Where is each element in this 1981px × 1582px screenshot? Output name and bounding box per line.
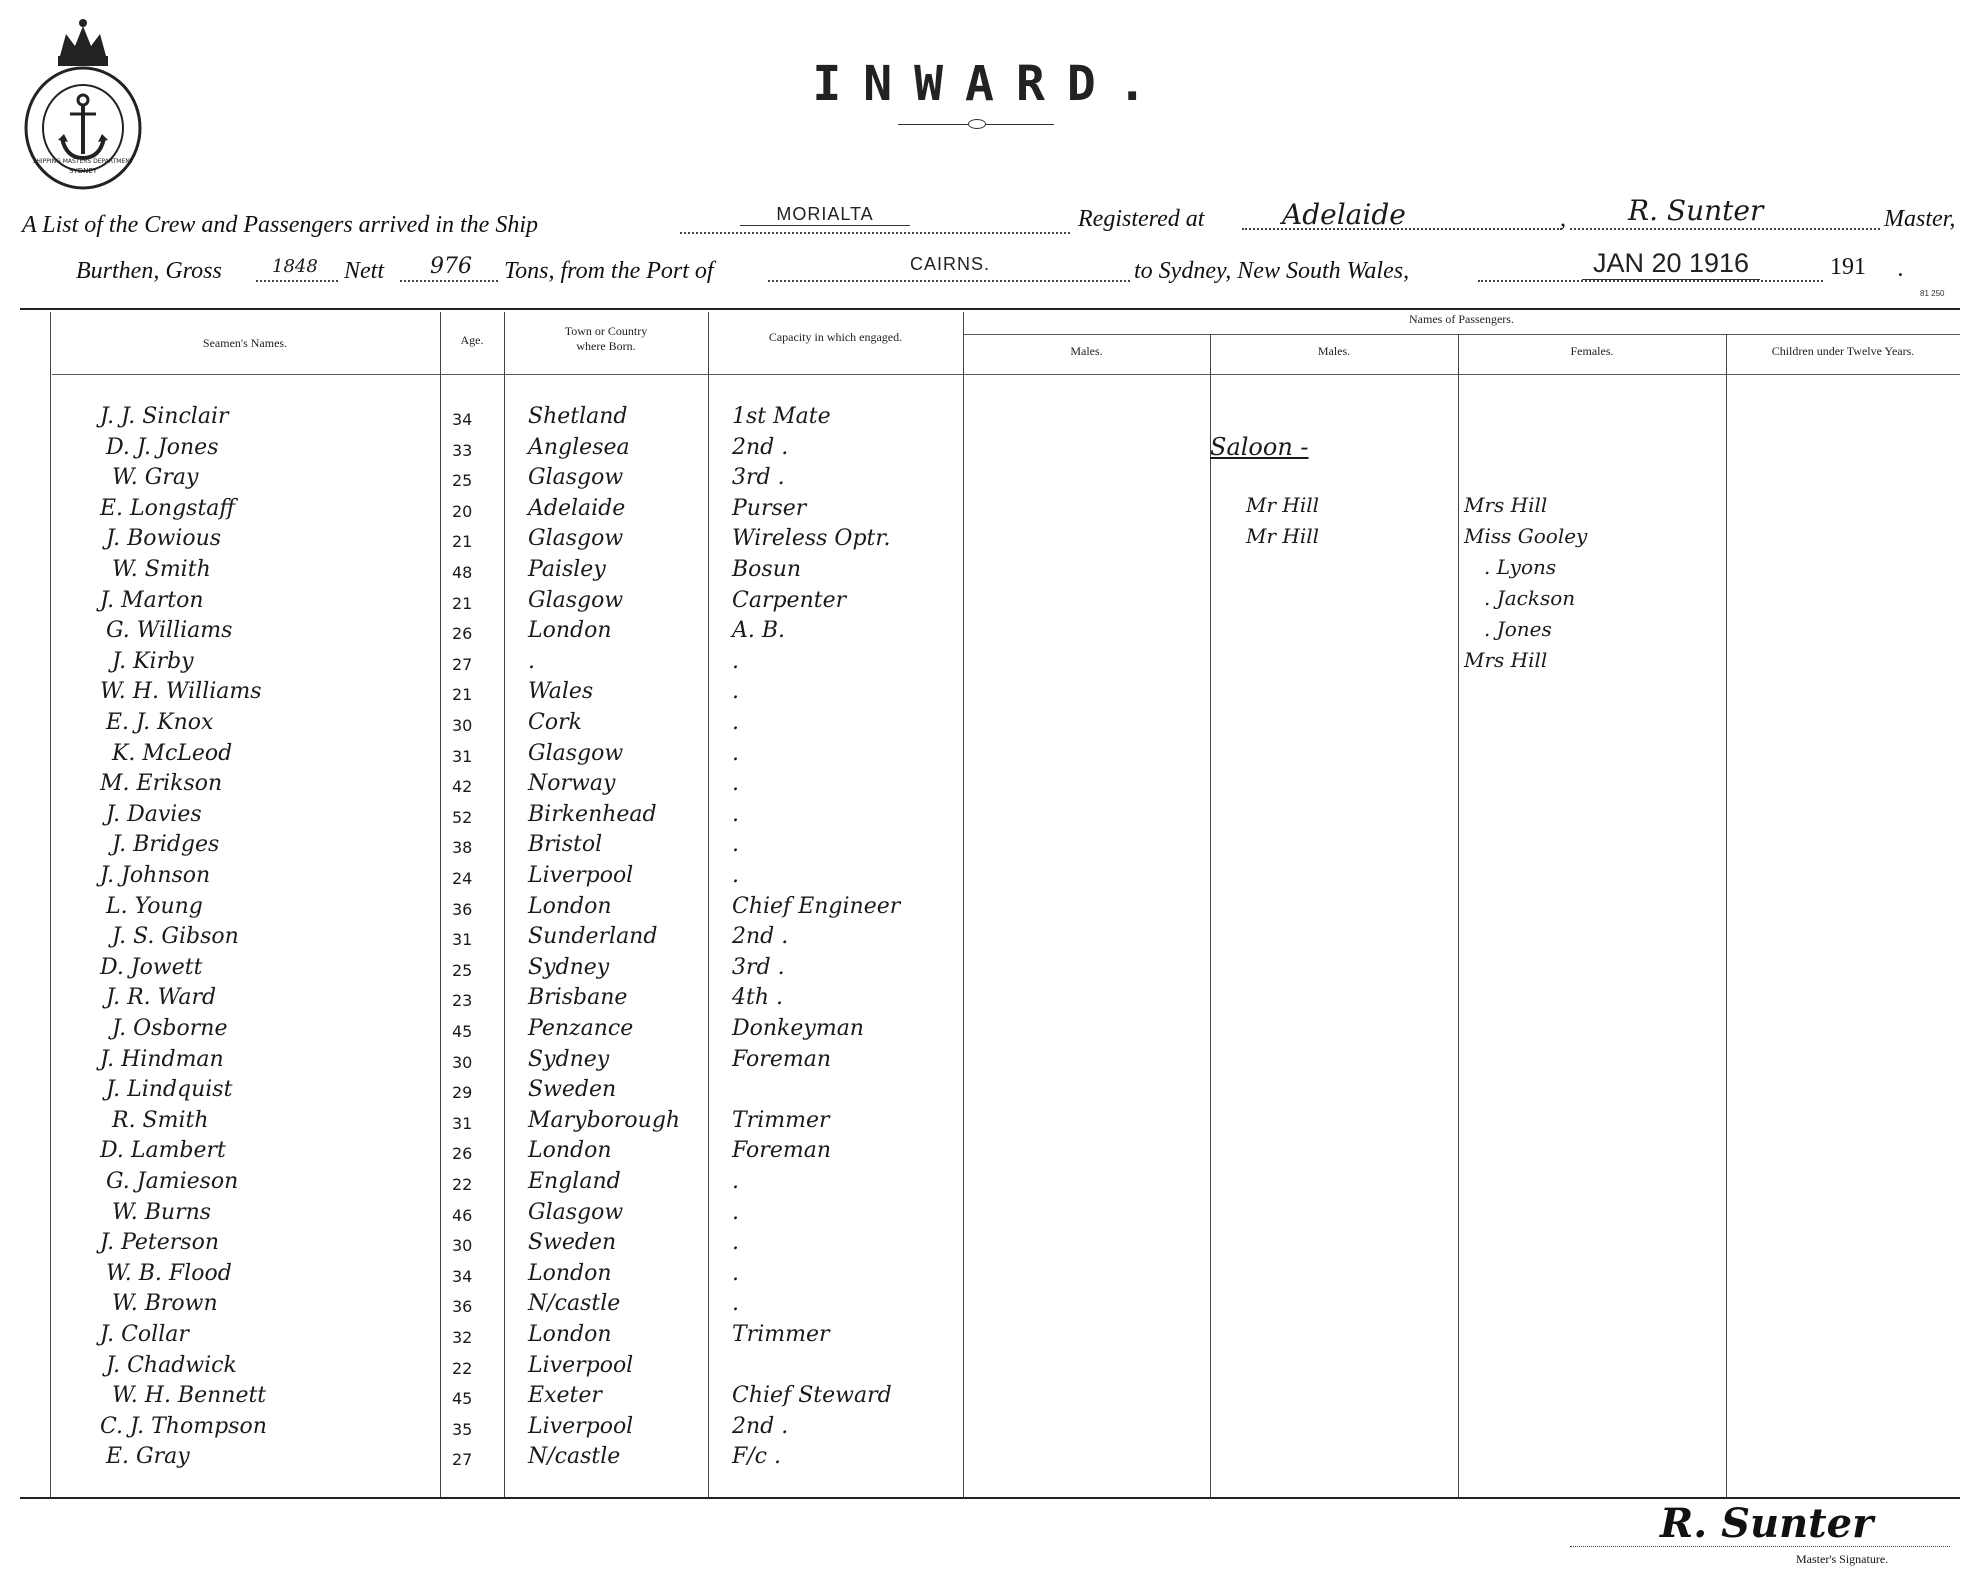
crew-age: 30 (452, 716, 473, 735)
port-of-departure: CAIRNS. (909, 254, 990, 274)
table-top-rule (20, 308, 1960, 310)
col-divider (440, 312, 441, 1497)
col-header-names: Seamen's Names. (202, 336, 288, 350)
crew-name: L. Young (106, 893, 203, 919)
crew-birthplace: Liverpool (528, 1352, 634, 1378)
crew-capacity: 1st Mate (732, 404, 831, 429)
crew-name: W. B. Flood (106, 1260, 232, 1286)
col-header-passengers: Names of Passengers. (1409, 312, 1514, 326)
col-divider (1458, 334, 1459, 1497)
crew-name: J. S. Gibson (112, 924, 239, 950)
crew-capacity: . (732, 863, 739, 888)
arrival-date-stamp: JAN 20 1916 (1582, 248, 1760, 280)
crew-birthplace: Exeter (528, 1383, 602, 1409)
crew-age: 31 (452, 1113, 473, 1133)
col-header-females: Females. (1570, 344, 1614, 358)
year-suffix: 191 (1830, 254, 1866, 280)
crew-capacity: 2nd . (732, 434, 789, 460)
master-fill-line (1570, 228, 1880, 230)
crew-birthplace: Penzance (528, 1016, 634, 1041)
passenger-class-label: Saloon - (1210, 433, 1309, 461)
crew-name: J. Marton (100, 587, 204, 613)
col-header-age: Age. (460, 333, 484, 347)
passenger-female-name: . Jackson (1484, 586, 1576, 610)
col-header-born-1: Town or Country (564, 324, 648, 338)
crew-birthplace: . (528, 648, 535, 674)
crew-birthplace: Norway (528, 771, 616, 797)
port-fill-line (768, 280, 1130, 282)
crew-name: J. Davies (106, 801, 202, 827)
col-divider (708, 312, 709, 1497)
table-bottom-rule (20, 1497, 1960, 1499)
master-label: Master, (1884, 206, 1956, 232)
crew-name: E. J. Knox (106, 710, 214, 735)
crew-name: J. R. Ward (106, 985, 217, 1011)
col-header-males-1: Males. (1070, 344, 1103, 358)
crew-capacity: Trimmer (732, 1322, 830, 1347)
crew-birthplace: N/castle (528, 1444, 621, 1470)
seal-bottom-text: SYDNEY (68, 167, 98, 175)
crew-birthplace: Anglesea (528, 434, 630, 460)
col-divider (963, 312, 964, 1497)
crew-birthplace: Shetland (528, 404, 628, 429)
burthen-label: Burthen, Gross (76, 258, 222, 284)
crew-name: D. J. Jones (106, 434, 219, 460)
crew-name: J. Johnson (100, 863, 211, 888)
ship-name: MORIALTA (740, 204, 910, 226)
crew-birthplace: London (528, 893, 612, 919)
crew-name: R. Smith (112, 1107, 209, 1133)
crew-birthplace: N/castle (528, 1291, 621, 1317)
gross-fill-line (256, 280, 338, 282)
crew-capacity: . (732, 771, 739, 797)
master-signature: R. Sunter (1660, 1500, 1874, 1547)
crew-capacity: 2nd . (732, 1413, 789, 1439)
crew-name: W. H. Bennett (112, 1383, 267, 1409)
crew-name: J. Bowious (106, 526, 222, 552)
passenger-male-name: Mr Hill (1246, 493, 1320, 517)
crew-name: D. Lambert (100, 1138, 226, 1164)
crew-birthplace: Wales (528, 679, 594, 705)
crew-birthplace: Glasgow (528, 465, 624, 491)
crew-age: 48 (452, 563, 473, 582)
crew-name: G. Williams (106, 618, 233, 644)
crew-capacity: Foreman (732, 1046, 831, 1072)
crew-birthplace: London (528, 1260, 612, 1286)
crew-age: 36 (452, 899, 473, 919)
crew-age: 27 (452, 1450, 473, 1470)
crew-birthplace: Liverpool (528, 1413, 634, 1439)
crew-capacity: . (732, 648, 739, 674)
crew-birthplace: Maryborough (528, 1107, 681, 1133)
passenger-female-name: Mrs Hill (1464, 648, 1548, 672)
registered-at: Adelaide (1282, 198, 1406, 231)
crew-name: K. McLeod (112, 740, 233, 766)
crew-birthplace: Bristol (528, 832, 603, 858)
crew-name: J. Osborne (112, 1016, 228, 1041)
nett-fill-line (400, 280, 498, 282)
period-mark: . (1898, 256, 1904, 282)
crew-capacity: . (732, 740, 739, 766)
crew-age: 52 (452, 807, 473, 827)
crew-age: 30 (452, 1052, 473, 1072)
ship-name-fill-line (680, 232, 1070, 234)
crew-age: 21 (452, 532, 473, 552)
passenger-female-name: Miss Gooley (1464, 524, 1588, 548)
crew-name: J. Lindquist (106, 1077, 233, 1103)
crew-age: 45 (452, 1022, 473, 1041)
crew-age: 32 (452, 1328, 473, 1347)
seal-ring-text: SHIPPING MASTERS DEPARTMENT (32, 158, 134, 165)
nett-label: Nett (344, 258, 384, 284)
passenger-female-name: Mrs Hill (1464, 493, 1548, 517)
crew-capacity: . (732, 1230, 739, 1256)
crew-age: 30 (452, 1236, 473, 1256)
crew-capacity: 3rd . (732, 954, 785, 980)
crew-capacity: Chief Engineer (732, 893, 901, 919)
crew-age: 34 (452, 410, 473, 429)
crew-name: C. J. Thompson (100, 1413, 267, 1439)
table-header-rule (52, 374, 1960, 375)
crew-birthplace: Sweden (528, 1230, 617, 1256)
crew-capacity: Bosun (732, 557, 802, 582)
passenger-female-name: . Lyons (1484, 555, 1557, 579)
crew-birthplace: London (528, 1322, 612, 1347)
crew-capacity: F/c . (732, 1444, 781, 1470)
crew-age: 35 (452, 1419, 473, 1439)
crew-age: 31 (452, 746, 473, 766)
crew-birthplace: Liverpool (528, 863, 634, 888)
crew-age: 21 (452, 685, 473, 705)
master-name: R. Sunter (1628, 194, 1764, 227)
crew-name: W. H. Williams (100, 679, 262, 705)
form-code: 81 250 (1920, 289, 1945, 298)
crew-name: J. Hindman (100, 1046, 224, 1072)
passenger-female-name: . Jones (1484, 617, 1552, 641)
crew-name: E. Longstaff (100, 495, 235, 521)
crew-name: W. Smith (112, 557, 211, 582)
crew-capacity: . (732, 710, 739, 735)
crew-capacity: Donkeyman (732, 1016, 864, 1041)
crew-age: 25 (452, 960, 473, 980)
crew-name: J. Chadwick (106, 1352, 237, 1378)
crew-birthplace: Birkenhead (528, 801, 657, 827)
crew-capacity: . (732, 832, 739, 858)
crew-birthplace: Cork (528, 710, 582, 735)
col-divider (504, 312, 505, 1497)
signature-label: Master's Signature. (1796, 1552, 1889, 1566)
crew-name: J. Collar (100, 1322, 189, 1347)
col-header-born-2: where Born. (576, 339, 636, 353)
crew-age: 27 (452, 654, 473, 674)
crew-name: J. Bridges (112, 832, 220, 858)
crew-age: 25 (452, 471, 473, 491)
crew-birthplace: Glasgow (528, 526, 624, 552)
crew-capacity: . (732, 1291, 739, 1317)
crew-age: 22 (452, 1358, 473, 1378)
col-header-males-2: Males. (1317, 344, 1351, 358)
crew-age: 34 (452, 1266, 473, 1286)
gross-tonnage: 1848 (272, 256, 318, 277)
crew-birthplace: Glasgow (528, 1199, 624, 1225)
col-header-children: Children under Twelve Years. (1771, 344, 1915, 358)
crew-birthplace: England (528, 1169, 621, 1194)
crew-age: 46 (452, 1205, 473, 1225)
crew-capacity: Chief Steward (732, 1383, 892, 1409)
crew-age: 29 (452, 1083, 473, 1103)
crew-capacity: A. B. (732, 618, 786, 644)
crew-age: 21 (452, 593, 473, 613)
comma-1: , (1560, 206, 1566, 232)
crew-name: D. Jowett (100, 954, 203, 980)
page-title: INWARD. (812, 56, 1169, 112)
title-ornament (968, 119, 986, 129)
crew-capacity: 2nd . (732, 924, 789, 950)
crew-capacity: . (732, 1199, 739, 1225)
crew-age: 36 (452, 1297, 473, 1317)
crew-name: M. Erikson (100, 771, 223, 797)
crew-birthplace: Sweden (528, 1077, 617, 1103)
registered-label: Registered at (1078, 206, 1205, 232)
crew-age: 20 (452, 501, 473, 521)
crew-age: 31 (452, 930, 473, 950)
col-divider (1210, 334, 1211, 1497)
crew-birthplace: Brisbane (528, 985, 628, 1011)
crew-age: 26 (452, 1144, 473, 1164)
nett-tonnage: 976 (430, 254, 472, 279)
crew-age: 45 (452, 1389, 473, 1409)
tons-label: Tons, from the Port of (504, 258, 714, 284)
crew-age: 24 (452, 869, 473, 888)
col-divider (1726, 334, 1727, 1497)
crew-age: 23 (452, 991, 473, 1011)
crew-birthplace: Adelaide (528, 495, 626, 521)
col-header-capacity: Capacity in which engaged. (768, 330, 903, 344)
col-divider (50, 312, 51, 1497)
crew-birthplace: Paisley (528, 557, 606, 582)
crew-capacity: Trimmer (732, 1107, 830, 1133)
crew-capacity: . (732, 679, 739, 705)
crew-birthplace: Sydney (528, 954, 610, 980)
crew-name: J. Peterson (100, 1230, 220, 1256)
destination-label: to Sydney, New South Wales, (1134, 258, 1410, 284)
crew-name: W. Gray (112, 465, 199, 491)
crew-capacity: . (732, 1169, 739, 1194)
crew-birthplace: Sydney (528, 1046, 610, 1072)
crew-capacity: 4th . (732, 985, 783, 1011)
crew-capacity: Wireless Optr. (732, 526, 891, 552)
signature-line (1570, 1546, 1950, 1547)
crew-age: 26 (452, 624, 473, 644)
crew-capacity: Foreman (732, 1138, 831, 1164)
crew-name: W. Brown (112, 1291, 218, 1317)
crew-capacity: 3rd . (732, 465, 785, 491)
crew-age: 42 (452, 777, 473, 797)
crew-capacity: Carpenter (732, 587, 847, 613)
header-line1-prefix: A List of the Crew and Passengers arrived in the Ship (22, 212, 538, 238)
crew-birthplace: London (528, 618, 612, 644)
crew-age: 22 (452, 1175, 473, 1194)
crew-capacity: . (732, 1260, 739, 1286)
crew-age: 33 (452, 440, 473, 460)
passengers-subhead-rule (963, 334, 1960, 335)
crew-name: J. J. Sinclair (100, 404, 229, 429)
crew-capacity: . (732, 801, 739, 827)
crew-name: E. Gray (106, 1444, 190, 1470)
crew-birthplace: Glasgow (528, 587, 624, 613)
crew-capacity: Purser (732, 495, 807, 521)
crew-name: J. Kirby (112, 648, 194, 674)
crew-birthplace: Sunderland (528, 924, 658, 950)
crew-birthplace: London (528, 1138, 612, 1164)
crew-birthplace: Glasgow (528, 740, 624, 766)
date-fill-line (1478, 280, 1823, 282)
crew-age: 38 (452, 838, 473, 858)
passenger-male-name: Mr Hill (1246, 524, 1320, 548)
crew-name: G. Jamieson (106, 1169, 239, 1194)
crew-name: W. Burns (112, 1199, 212, 1225)
